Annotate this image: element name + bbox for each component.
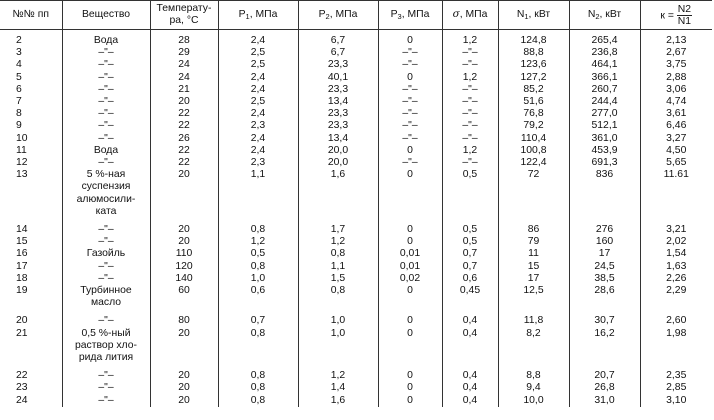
cell-p1-value: 1,1	[218, 169, 298, 218]
cell-sigma-value: 1,2	[442, 72, 498, 84]
cell-n1-value: 9,4	[498, 382, 569, 394]
cell-n1-value: 12,5	[498, 285, 569, 309]
cell-n2-value: 464,1	[569, 59, 640, 71]
cell-n1-value: 8,2	[498, 328, 569, 365]
header-p2: $P_2$, МПа	[298, 1, 378, 30]
cell-k-value: 3,10	[640, 395, 712, 407]
table-row	[0, 382, 712, 394]
header-n2: $N_2$, кВт	[569, 1, 640, 30]
cell-n2-value: 24,5	[569, 261, 640, 273]
cell-sigma-value: –"–	[442, 133, 498, 145]
cell-p2-value: 1,1	[298, 261, 378, 273]
cell-p3-value: –"–	[378, 157, 442, 169]
cell-temperature: 26	[150, 133, 218, 145]
cell-p1-value: 1,2	[218, 236, 298, 248]
cell-p3-value: –"–	[378, 47, 442, 59]
cell-p1-value: 0,7	[218, 309, 298, 327]
substance-line: 5 %-ная	[86, 169, 126, 181]
cell-p3-value: 0	[378, 309, 442, 327]
table-row	[0, 248, 712, 260]
cell-n1-value: 127,2	[498, 72, 569, 84]
cell-temperature: 80	[150, 309, 218, 327]
cell-row-number: 15	[16, 236, 28, 248]
cell-n2-value: 276	[569, 218, 640, 236]
cell-temperature: 20	[150, 364, 218, 382]
cell-sigma-value: 0,6	[442, 273, 498, 285]
cell-n2-value: 28,6	[569, 285, 640, 309]
cell-temperature: 110	[150, 248, 218, 260]
cell-n2-value: 20,7	[569, 364, 640, 382]
cell-n1-value: 11	[498, 248, 569, 260]
substance-line: масло	[90, 297, 122, 309]
cell-substance	[62, 72, 150, 84]
cell-p1-value: 2,4	[218, 72, 298, 84]
cell-temperature: 24	[150, 72, 218, 84]
cell-n2-value: 260,7	[569, 84, 640, 96]
cell-row-number: 4	[16, 59, 22, 71]
substance-line: суспензия	[81, 181, 131, 193]
cell-row-number: 19	[16, 285, 28, 297]
table-row	[0, 72, 712, 84]
cell-p1-value: 0,8	[218, 218, 298, 236]
table-row	[0, 59, 712, 71]
cell-p2-value: 23,3	[298, 120, 378, 132]
cell-n1-value: 15	[498, 261, 569, 273]
cell-p2-value: 0,8	[298, 248, 378, 260]
cell-k-value: 1,54	[640, 248, 712, 260]
cell-row-number: 17	[16, 260, 28, 272]
cell-p2-value: 1,0	[298, 309, 378, 327]
cell-substance	[62, 309, 150, 327]
cell-substance	[62, 236, 150, 248]
cell-p3-value: 0	[378, 364, 442, 382]
cell-n2-value: 38,5	[569, 273, 640, 285]
substance-line: Вода	[93, 144, 119, 156]
cell-p1-value: 2,4	[218, 84, 298, 96]
cell-k-value: 2,60	[640, 309, 712, 327]
cell-substance	[62, 59, 150, 71]
cell-p2-value: 1,0	[298, 328, 378, 365]
cell-substance	[62, 382, 150, 394]
cell-sigma-value: 0,7	[442, 248, 498, 260]
cell-p2-value: 23,3	[298, 59, 378, 71]
cell-p3-value: –"–	[378, 59, 442, 71]
cell-p3-value: 0	[378, 72, 442, 84]
cell-p2-value: 1,6	[298, 169, 378, 218]
table-row	[0, 218, 712, 236]
cell-substance	[62, 157, 150, 169]
cell-row-number: 10	[16, 132, 28, 144]
cell-k-value: 11.61	[640, 169, 712, 218]
substance-line: –"–	[98, 382, 114, 394]
cell-temperature: 20	[150, 382, 218, 394]
cell-row-number: 20	[16, 315, 28, 327]
cell-sigma-value: 0,5	[442, 169, 498, 218]
cell-p1-value: 2,4	[218, 30, 298, 48]
substance-line: Вода	[93, 35, 119, 46]
cell-substance	[62, 261, 150, 273]
header-n1: $N_1$, кВт	[498, 1, 569, 30]
substance-line: –"–	[98, 108, 114, 120]
cell-n2-value: 16,2	[569, 328, 640, 365]
cell-n1-value: 88,8	[498, 47, 569, 59]
cell-n1-value: 124,8	[498, 30, 569, 48]
cell-p1-value: 2,5	[218, 47, 298, 59]
cell-p3-value: 0	[378, 30, 442, 48]
cell-k-value: 3,21	[640, 218, 712, 236]
header-substance: Вещество	[62, 1, 150, 30]
table-row	[0, 133, 712, 145]
cell-n2-value: 361,0	[569, 133, 640, 145]
header-p1: $P_1$, МПа	[218, 1, 298, 30]
cell-row-number: 9	[16, 120, 22, 132]
ratio-fraction	[677, 4, 692, 27]
cell-temperature: 20	[150, 328, 218, 365]
cell-p1-value: 0,8	[218, 382, 298, 394]
cell-p1-value: 0,8	[218, 261, 298, 273]
cell-k-value: 3,27	[640, 133, 712, 145]
cell-p2-value: 1,2	[298, 236, 378, 248]
cell-p2-value: 20,0	[298, 157, 378, 169]
substance-line: –"–	[98, 260, 114, 272]
cell-n1-value: 123,6	[498, 59, 569, 71]
cell-n1-value: 51,6	[498, 96, 569, 108]
cell-row-number: 3	[16, 47, 22, 59]
substance-line: –"–	[98, 315, 114, 327]
cell-n1-value: 76,8	[498, 108, 569, 120]
cell-temperature: 20	[150, 96, 218, 108]
cell-n1-value: 17	[498, 273, 569, 285]
cell-sigma-value: 0,4	[442, 328, 498, 365]
cell-p1-value: 0,8	[218, 364, 298, 382]
ratio-numerator: N2	[677, 3, 692, 15]
cell-n2-value: 160	[569, 236, 640, 248]
cell-p1-value: 2,4	[218, 133, 298, 145]
cell-temperature: 24	[150, 59, 218, 71]
cell-n2-value: 236,8	[569, 47, 640, 59]
cell-substance	[62, 364, 150, 382]
substance-line: раствор хло-	[75, 339, 137, 351]
cell-sigma-value: 0,5	[442, 236, 498, 248]
cell-p2-value: 1,4	[298, 382, 378, 394]
cell-sigma-value: –"–	[442, 108, 498, 120]
substance-line: –"–	[98, 132, 114, 144]
cell-sigma-value: 0,5	[442, 218, 498, 236]
header-temperature: Температу- ра, °С	[150, 1, 218, 30]
cell-row-number: 23	[16, 382, 28, 394]
cell-substance	[62, 395, 150, 407]
cell-row-number: 2	[16, 35, 22, 46]
cell-k-value: 2,29	[640, 285, 712, 309]
cell-p3-value: –"–	[378, 120, 442, 132]
cell-row-number: 14	[16, 224, 28, 236]
cell-p2-value: 1,6	[298, 395, 378, 407]
substance-line: –"–	[98, 224, 114, 236]
cell-p1-value: 2,5	[218, 96, 298, 108]
substance-line: –"–	[98, 96, 114, 108]
cell-n1-value: 79,2	[498, 120, 569, 132]
cell-temperature: 20	[150, 169, 218, 218]
substance-line: –"–	[98, 83, 114, 95]
cell-k-value: 2,85	[640, 382, 712, 394]
table-header-row	[0, 1, 712, 30]
table-row	[0, 328, 712, 365]
cell-k-value: 2,67	[640, 47, 712, 59]
cell-temperature: 22	[150, 120, 218, 132]
cell-p2-value: 1,5	[298, 273, 378, 285]
cell-p2-value: 1,7	[298, 218, 378, 236]
cell-p1-value: 0,8	[218, 328, 298, 365]
cell-n1-value: 100,8	[498, 145, 569, 157]
cell-p3-value: –"–	[378, 96, 442, 108]
cell-n2-value: 265,4	[569, 30, 640, 48]
cell-row-number: 12	[16, 157, 28, 169]
table-row	[0, 47, 712, 59]
cell-n2-value: 512,1	[569, 120, 640, 132]
cell-row-number: 18	[16, 272, 28, 284]
cell-sigma-value: –"–	[442, 84, 498, 96]
cell-row-number: 21	[16, 327, 28, 339]
cell-sigma-value: 1,2	[442, 30, 498, 48]
cell-row-number: 13	[16, 169, 28, 181]
cell-p2-value: 13,4	[298, 96, 378, 108]
cell-row-number: 7	[16, 96, 22, 108]
cell-substance	[62, 30, 150, 48]
cell-k-value: 6,46	[640, 120, 712, 132]
substance-line: Турбинное	[80, 285, 132, 297]
substance-line: –"–	[98, 157, 114, 169]
cell-n2-value: 277,0	[569, 108, 640, 120]
cell-p2-value: 20,0	[298, 145, 378, 157]
cell-p3-value: 0	[378, 395, 442, 407]
substance-line: –"–	[98, 120, 114, 132]
substance-line: –"–	[98, 59, 114, 71]
cell-substance	[62, 84, 150, 96]
cell-p1-value: 2,5	[218, 59, 298, 71]
substance-line: –"–	[98, 71, 114, 83]
table-row	[0, 30, 712, 48]
header-p3: $P_3$, МПа	[378, 1, 442, 30]
cell-k-value: 2,26	[640, 273, 712, 285]
cell-sigma-value: 0,7	[442, 261, 498, 273]
cell-k-value: 2,02	[640, 236, 712, 248]
header-number: №№ пп	[0, 1, 62, 30]
cell-row-number: 24	[16, 394, 28, 406]
cell-row-number: 16	[16, 248, 28, 260]
cell-k-value: 3,61	[640, 108, 712, 120]
cell-n1-value: 11,8	[498, 309, 569, 327]
cell-row-number: 22	[16, 370, 28, 382]
cell-p1-value: 2,4	[218, 108, 298, 120]
cell-p1-value: 0,5	[218, 248, 298, 260]
table-row	[0, 169, 712, 218]
cell-n1-value: 110,4	[498, 133, 569, 145]
cell-n2-value: 836	[569, 169, 640, 218]
cell-k-value: 3,06	[640, 84, 712, 96]
cell-n1-value: 72	[498, 169, 569, 218]
cell-substance	[62, 96, 150, 108]
cell-sigma-value: 0,4	[442, 309, 498, 327]
cell-temperature: 22	[150, 145, 218, 157]
cell-n2-value: 31,0	[569, 395, 640, 407]
substance-line: –"–	[98, 394, 114, 406]
cell-temperature: 29	[150, 47, 218, 59]
cell-p2-value: 6,7	[298, 30, 378, 48]
cell-row-number: 8	[16, 108, 22, 120]
table-row	[0, 120, 712, 132]
cell-sigma-value: 0,4	[442, 395, 498, 407]
cell-n2-value: 691,3	[569, 157, 640, 169]
cell-p2-value: 23,3	[298, 84, 378, 96]
substance-line: рида лития	[78, 352, 134, 364]
cell-temperature: 28	[150, 30, 218, 48]
cell-p3-value: 0	[378, 145, 442, 157]
table-row	[0, 84, 712, 96]
cell-n1-value: 10,0	[498, 395, 569, 407]
table-row	[0, 96, 712, 108]
cell-temperature: 140	[150, 273, 218, 285]
cell-row-number: 6	[16, 83, 22, 95]
cell-n2-value: 453,9	[569, 145, 640, 157]
cell-row-number: 11	[16, 144, 27, 156]
table-row	[0, 157, 712, 169]
cell-substance	[62, 133, 150, 145]
cell-p2-value: 13,4	[298, 133, 378, 145]
cell-substance	[62, 328, 150, 365]
cell-p2-value: 6,7	[298, 47, 378, 59]
cell-p1-value: 2,4	[218, 145, 298, 157]
cell-substance	[62, 218, 150, 236]
cell-sigma-value: –"–	[442, 47, 498, 59]
table-row	[0, 108, 712, 120]
table-row	[0, 364, 712, 382]
substance-line: –"–	[98, 236, 114, 248]
ratio-denominator: N1	[677, 15, 692, 27]
cell-temperature: 22	[150, 157, 218, 169]
cell-p1-value: 2,3	[218, 157, 298, 169]
cell-k-value: 1,98	[640, 328, 712, 365]
cell-row-number: 5	[16, 71, 22, 83]
cell-p3-value: –"–	[378, 133, 442, 145]
cell-p3-value: 0	[378, 218, 442, 236]
cell-n1-value: 122,4	[498, 157, 569, 169]
cell-p3-value: –"–	[378, 84, 442, 96]
cell-substance	[62, 120, 150, 132]
substance-line: 0,5 %-ный	[81, 327, 131, 339]
cell-k-value: 2,13	[640, 30, 712, 48]
cell-n1-value: 79	[498, 236, 569, 248]
substance-line: –"–	[98, 272, 114, 284]
cell-n2-value: 30,7	[569, 309, 640, 327]
table-row	[0, 285, 712, 309]
cell-temperature: 20	[150, 395, 218, 407]
cell-p3-value: –"–	[378, 108, 442, 120]
cell-k-value: 3,75	[640, 59, 712, 71]
cell-p2-value: 40,1	[298, 72, 378, 84]
cell-temperature: 120	[150, 261, 218, 273]
cell-temperature: 22	[150, 108, 218, 120]
substance-line: алюмосили-	[76, 193, 136, 205]
cell-p3-value: 0	[378, 285, 442, 309]
header-ratio-k: к = $\frac{N2}{N1}$	[640, 1, 712, 30]
substance-line: Газойль	[86, 248, 126, 260]
table-row	[0, 395, 712, 407]
cell-k-value: 4,74	[640, 96, 712, 108]
cell-temperature: 20	[150, 218, 218, 236]
cell-substance	[62, 285, 150, 309]
table-row	[0, 273, 712, 285]
cell-p2-value: 0,8	[298, 285, 378, 309]
table-row	[0, 261, 712, 273]
cell-n1-value: 8,8	[498, 364, 569, 382]
cell-p1-value: 1,0	[218, 273, 298, 285]
cell-n1-value: 86	[498, 218, 569, 236]
cell-substance	[62, 248, 150, 260]
cell-p3-value: 0,01	[378, 248, 442, 260]
cell-temperature: 60	[150, 285, 218, 309]
cell-sigma-value: 0,45	[442, 285, 498, 309]
cell-p2-value: 1,2	[298, 364, 378, 382]
substance-line: –"–	[98, 370, 114, 382]
cell-p3-value: 0	[378, 169, 442, 218]
cell-p3-value: 0,01	[378, 261, 442, 273]
cell-k-value: 2,88	[640, 72, 712, 84]
substance-line: ката	[95, 205, 117, 217]
cell-substance	[62, 169, 150, 218]
header-sigma: σ, МПа	[442, 1, 498, 30]
cell-k-value: 5,65	[640, 157, 712, 169]
cell-k-value: 1,63	[640, 261, 712, 273]
cell-k-value: 4,50	[640, 145, 712, 157]
cell-n2-value: 17	[569, 248, 640, 260]
cell-n2-value: 366,1	[569, 72, 640, 84]
cell-n1-value: 85,2	[498, 84, 569, 96]
cell-sigma-value: –"–	[442, 120, 498, 132]
cell-sigma-value: –"–	[442, 59, 498, 71]
cell-p3-value: 0	[378, 382, 442, 394]
cell-p3-value: 0,02	[378, 273, 442, 285]
cell-sigma-value: 0,4	[442, 364, 498, 382]
cell-p1-value: 0,6	[218, 285, 298, 309]
table-row	[0, 309, 712, 327]
table-row	[0, 236, 712, 248]
cell-p2-value: 23,3	[298, 108, 378, 120]
cell-p3-value: 0	[378, 236, 442, 248]
cell-sigma-value: –"–	[442, 96, 498, 108]
cell-substance	[62, 47, 150, 59]
cell-k-value: 2,35	[640, 364, 712, 382]
substance-line: –"–	[98, 47, 114, 59]
cell-p3-value: 0	[378, 328, 442, 365]
cell-substance	[62, 108, 150, 120]
cell-p1-value: 0,8	[218, 395, 298, 407]
table-row	[0, 145, 712, 157]
cell-temperature: 20	[150, 236, 218, 248]
cell-substance	[62, 145, 150, 157]
cell-sigma-value: 1,2	[442, 145, 498, 157]
cell-n2-value: 244,4	[569, 96, 640, 108]
cell-substance	[62, 273, 150, 285]
cell-p1-value: 2,3	[218, 120, 298, 132]
cell-temperature: 21	[150, 84, 218, 96]
cell-sigma-value: 0,4	[442, 382, 498, 394]
cell-sigma-value: –"–	[442, 157, 498, 169]
cell-n2-value: 26,8	[569, 382, 640, 394]
table-body	[0, 30, 712, 407]
